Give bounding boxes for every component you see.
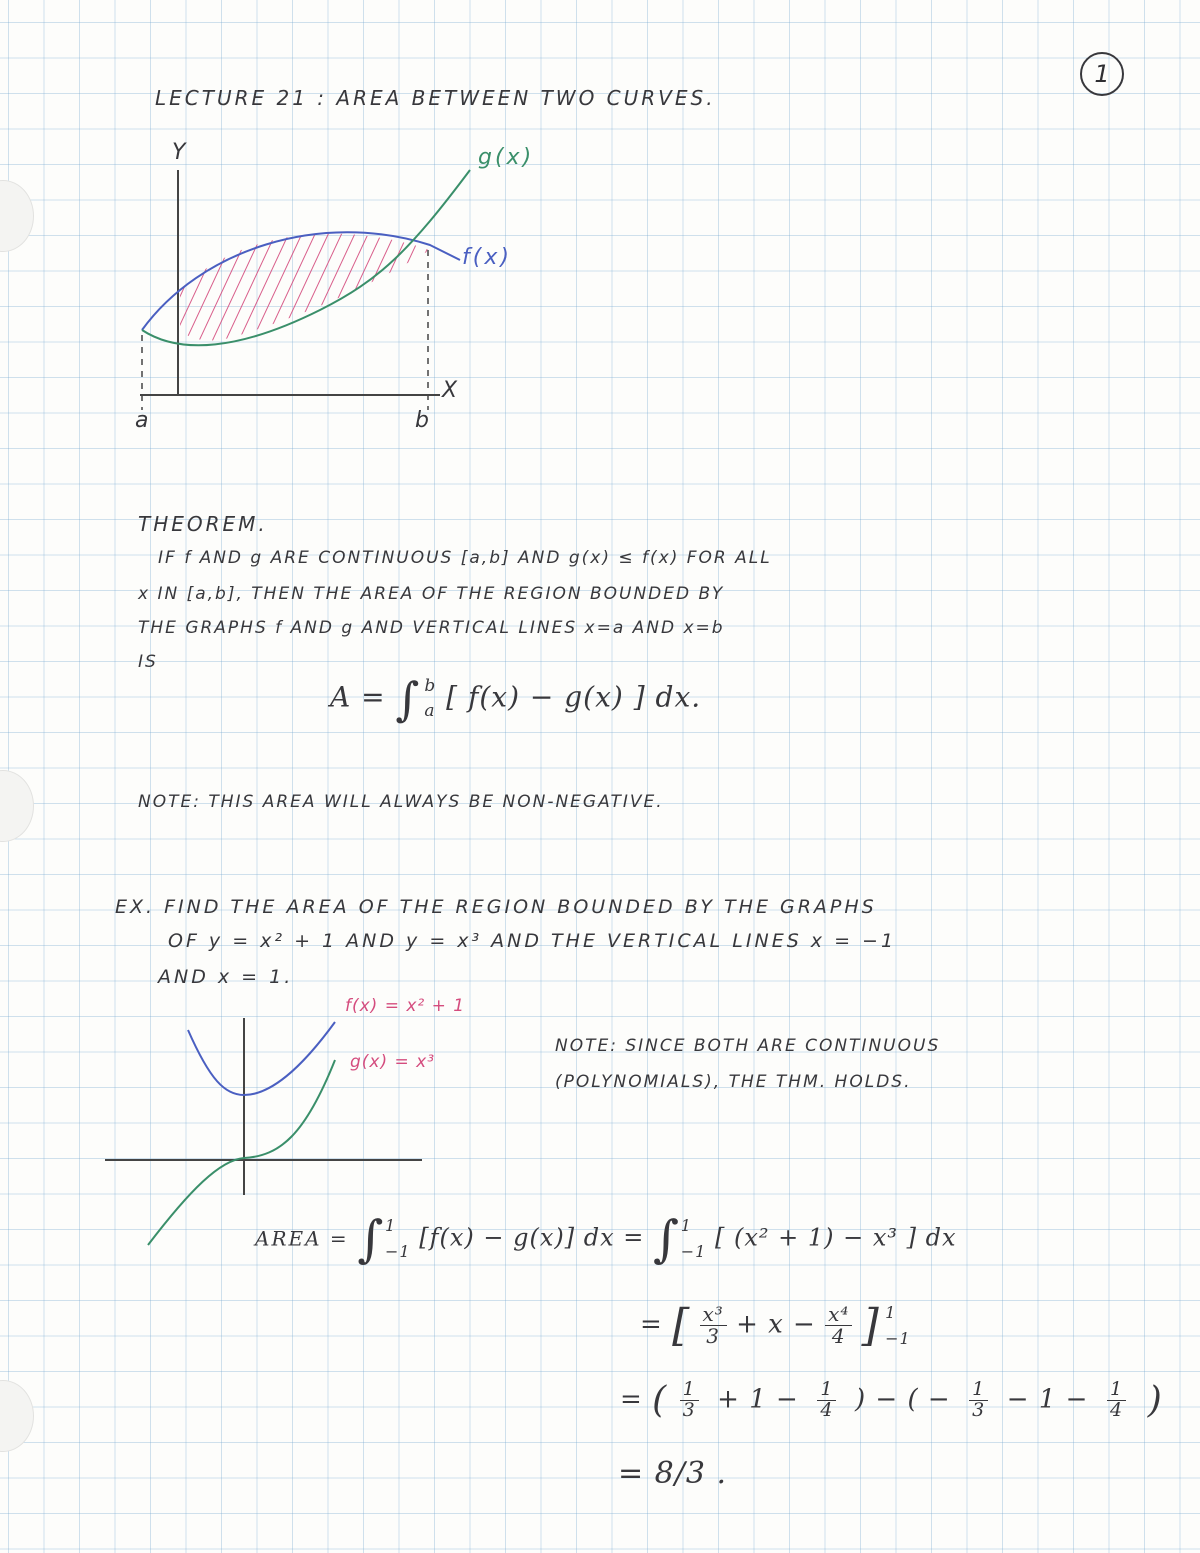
- page-number: 1: [1094, 60, 1110, 88]
- integrand: [ f(x) − g(x) ] dx.: [446, 680, 702, 714]
- example-line3: AND x = 1.: [158, 966, 294, 988]
- frac-four-a: 4: [820, 1399, 834, 1421]
- fraction-x4-over-4: [825, 1304, 852, 1347]
- theorem-formula: [330, 672, 701, 726]
- frac-one-a: 1: [680, 1380, 699, 1401]
- example-note-line2: (POLYNOMIALS), THE THM. HOLDS.: [555, 1072, 912, 1092]
- integral-sign-2: ∫: [653, 1210, 681, 1268]
- step3-close: ): [1135, 1380, 1163, 1421]
- step2-bounds: [885, 1300, 911, 1351]
- integral-sign-1: ∫: [357, 1210, 385, 1268]
- frac-num-x3: x³: [700, 1304, 727, 1326]
- theorem-line1: IF f AND g ARE CONTINUOUS [a,b] AND g(x) ≤ f(x) FOR ALL: [158, 548, 772, 568]
- example-g-label: g(x) = x³: [350, 1052, 436, 1072]
- step3-mid2: ) − ( −: [845, 1384, 960, 1415]
- solution-step3: [620, 1380, 1163, 1421]
- upper-bound: b: [424, 675, 437, 696]
- frac-four-b: 4: [1109, 1399, 1124, 1421]
- step2-equals: =: [640, 1309, 663, 1340]
- area-label: AREA =: [255, 1226, 349, 1251]
- frac-three-b: 3: [972, 1399, 986, 1421]
- step2-upper: 1: [885, 1303, 897, 1322]
- step2-close-bracket: ]: [861, 1300, 880, 1352]
- step2-middle: + x −: [736, 1309, 816, 1340]
- lower-bound-2: −1: [680, 1242, 707, 1261]
- theorem-line2: x IN [a,b], THEN THE AREA OF THE REGION BOUNDED BY: [138, 584, 725, 604]
- solution-step2: [640, 1300, 911, 1351]
- parabola-curve: [188, 1022, 335, 1095]
- f-label: f(x): [462, 245, 512, 270]
- shaded-region: [180, 234, 430, 341]
- frac-den-4: 4: [831, 1324, 846, 1349]
- b-label: b: [415, 408, 432, 433]
- fraction-one-third-b: [969, 1380, 988, 1421]
- frac-den-3: 3: [706, 1324, 721, 1349]
- frac-one-d: 1: [1107, 1380, 1126, 1401]
- page-title: LECTURE 21 : AREA BETWEEN TWO CURVES.: [155, 86, 716, 110]
- binder-hole-bottom: [0, 1380, 34, 1452]
- frac-num-x4: x⁴: [825, 1304, 852, 1326]
- theorem-line3: THE GRAPHS f AND g AND VERTICAL LINES x=a AND x=b: [138, 618, 725, 638]
- step2-lower: −1: [885, 1328, 911, 1348]
- step3-mid1: + 1 −: [707, 1384, 809, 1415]
- integral-sign: ∫: [395, 672, 421, 726]
- step3-mid3: − 1 −: [997, 1384, 1098, 1415]
- step3-equals: =: [620, 1384, 643, 1415]
- integrand-1: [f(x) − g(x)] dx =: [419, 1223, 645, 1252]
- theorem-line4: IS: [138, 652, 158, 672]
- fraction-one-third-a: [680, 1380, 699, 1421]
- example-line2: OF y = x² + 1 AND y = x³ AND THE VERTICAL LINES x = −1: [168, 930, 897, 952]
- upper-bound-2: 1: [680, 1216, 692, 1236]
- formula-a-equals: A =: [330, 680, 386, 714]
- frac-one-c: 1: [969, 1380, 988, 1401]
- example-note-line1: NOTE: SINCE BOTH ARE CONTINUOUS: [555, 1036, 941, 1056]
- integral-bounds-1: [385, 1213, 411, 1264]
- lower-bound-1: −1: [385, 1242, 411, 1261]
- note-nonnegative: NOTE: THIS AREA WILL ALWAYS BE NON-NEGATIVE.: [138, 792, 664, 812]
- g-label: g(x): [478, 145, 535, 170]
- fraction-one-fourth-b: [1107, 1380, 1126, 1421]
- a-label: a: [135, 408, 152, 433]
- area-diagram: [120, 140, 540, 440]
- solution-step1: [255, 1210, 957, 1268]
- frac-one-b: 1: [817, 1380, 836, 1401]
- fraction-one-fourth-a: [817, 1380, 836, 1421]
- solution-result: = 8/3 .: [618, 1456, 728, 1491]
- fraction-x3-over-3: [700, 1304, 727, 1347]
- example-line1: EX. FIND THE AREA OF THE REGION BOUNDED BY THE GRAPHS: [115, 896, 877, 918]
- step2-open-bracket: [: [672, 1300, 691, 1352]
- y-axis-label: Y: [172, 140, 189, 165]
- theorem-heading: THEOREM.: [138, 512, 268, 536]
- binder-hole-top: [0, 180, 34, 252]
- upper-bound-1: 1: [385, 1216, 397, 1236]
- binder-hole-middle: [0, 770, 34, 842]
- x-axis-label: X: [442, 378, 461, 403]
- step3-open: (: [652, 1380, 680, 1421]
- integral-bounds-2: [681, 1213, 707, 1264]
- integrand-2: [ (x² + 1) − x³ ] dx: [714, 1223, 957, 1252]
- example-f-label: f(x) = x² + 1: [345, 996, 466, 1016]
- integral-bounds: [424, 674, 436, 725]
- frac-three-a: 3: [682, 1399, 696, 1421]
- lower-bound: a: [424, 701, 436, 721]
- page-number-circle: [1080, 52, 1124, 96]
